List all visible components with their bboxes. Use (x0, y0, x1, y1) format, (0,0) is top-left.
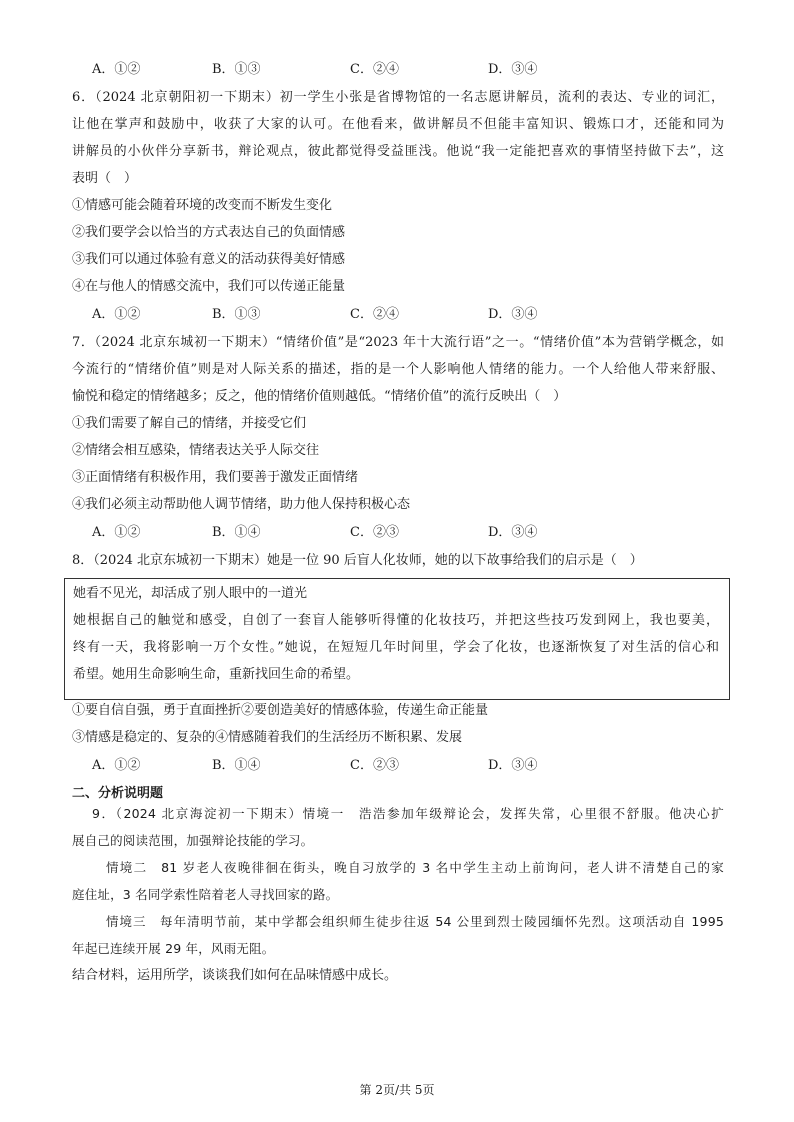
q8-statement-2: ③情感是稳定的、复杂的④情感随着我们的生活经历不断积累、发展 (72, 730, 463, 745)
q6-options (92, 305, 712, 325)
q6-statement-1: ①情感可能会随着环境的改变而不断发生变化 (72, 198, 333, 213)
q6-statement-3: ③我们可以通过体验有意义的活动获得美好情感 (72, 252, 346, 267)
q9-scenario-3-line-1: 情境三 每年清明节前，某中学都会组织师生徒步往返 54 公里到烈士陵园缅怀先烈。这项活动自 1995 (106, 914, 724, 929)
q7-stem-line-3: 愉悦和稳定的情绪越多；反之，他的情绪价值则越低。“情绪价值”的流行反映出（ ） (72, 389, 567, 404)
q9-scenario-1-line-2: 展自己的阅读范围，加强辩论技能的学习。 (72, 833, 314, 848)
q5-option-c: C．②④ (350, 62, 399, 77)
q9-scenario-1-line-1: 9．（2024 北京海淀初一下期末）情境一 浩浩参加年级辩论会，发挥失常，心里很不舒服。他决心扩 (92, 806, 724, 821)
q9-scenario-3-line-2: 年起已连续开展 29 年，风雨无阻。 (72, 941, 275, 956)
q7-option-d: D．③④ (488, 525, 538, 540)
q7-stem-line-2: 今流行的“情绪价值”则是对人际关系的描述，指的是一个人影响他人情绪的能力。一个人给他人带来舒服、 (72, 362, 724, 377)
q5-option-a: A．①② (92, 62, 141, 77)
q7-statement-1: ①我们需要了解自己的情绪，并接受它们 (72, 416, 307, 431)
q6-stem-line-4: 表明（ ） (72, 171, 138, 186)
q6-statement-2: ②我们要学会以恰当的方式表达自己的负面情感 (72, 225, 346, 240)
q8-material-title: 她看不见光，却活成了别人眼中的一道光 (73, 586, 308, 601)
q8-option-b: B．①④ (212, 758, 261, 773)
q6-stem-line-2: 让他在掌声和鼓励中，收获了大家的认可。在他看来，做讲解员不但能丰富知识、锻炼口才，还能和同为 (72, 117, 724, 132)
q5-option-d: D．③④ (488, 62, 538, 77)
q8-material-line-4: 希望。她用生命影响生命，重新找回生命的希望。 (73, 667, 360, 682)
q7-option-c: C．②③ (350, 525, 399, 540)
q8-options (92, 756, 712, 776)
q5-option-b: B．①③ (212, 62, 261, 77)
q7-option-b: B．①④ (212, 525, 261, 540)
q8-material-line-2: 她根据自己的触觉和感受，自创了一套盲人能够听得懂的化妆技巧，并把这些技巧发到网上，我也要美， (73, 613, 719, 628)
q9-question: 结合材料，运用所学，谈谈我们如何在品味情感中成长。 (72, 968, 398, 983)
section-title: 二、分析说明题 (72, 786, 164, 801)
q8-material-box (64, 578, 730, 700)
q7-options (92, 523, 712, 543)
q6-option-a: A．①② (92, 307, 141, 322)
q7-statement-2: ②情绪会相互感染，情绪表达关乎人际交往 (72, 443, 320, 458)
q6-option-d: D．③④ (488, 307, 538, 322)
q5-options (92, 60, 712, 80)
q9-scenario-2-line-1: 情境二 81 岁老人夜晚徘徊在街头，晚自习放学的 3 名中学生主动上前询问，老人讲不清楚自己的家 (106, 860, 724, 875)
q6-stem-line-1: 6．（2024 北京朝阳初一下期末）初一学生小张是省博物馆的一名志愿讲解员，流利的表达、专业的词汇， (72, 90, 724, 105)
q7-option-a: A．①② (92, 525, 141, 540)
q9-scenario-2-line-2: 庭住址，3 名同学索性陪着老人寻找回家的路。 (72, 887, 339, 902)
q8-option-c: C．②③ (350, 758, 399, 773)
q6-option-c: C．②④ (350, 307, 399, 322)
q8-option-a: A．①② (92, 758, 141, 773)
q8-stem: 8．（2024 北京东城初一下期末）她是一位 90 后盲人化妆师，她的以下故事给我们的启示是（ ） (72, 553, 643, 568)
page-footer: 第 2页/共 5页 (359, 1083, 435, 1097)
q8-material-line-3: 终有一天，我将影响一万个女性。”她说，在短短几年时间里，学会了化妆，也逐渐恢复了对生活的信心和 (73, 640, 719, 655)
q8-statement-1: ①要自信自强，勇于直面挫折②要创造美好的情感体验，传递生命正能量 (72, 703, 489, 718)
q6-statement-4: ④在与他人的情感交流中，我们可以传递正能量 (72, 279, 346, 294)
q6-stem-line-3: 讲解员的小伙伴分享新书，辩论观点，彼此都觉得受益匪浅。他说“我一定能把喜欢的事情坚持做下去”，这 (72, 144, 724, 159)
q8-option-d: D．③④ (488, 758, 538, 773)
q7-statement-4: ④我们必须主动帮助他人调节情绪，助力他人保持积极心态 (72, 497, 411, 512)
q6-option-b: B．①③ (212, 307, 261, 322)
q7-stem-line-1: 7．（2024 北京东城初一下期末）“情绪价值”是“2023 年十大流行语”之一。“情绪价值”本为营销学概念，如 (72, 335, 724, 350)
q7-statement-3: ③正面情绪有积极作用，我们要善于激发正面情绪 (72, 470, 359, 485)
